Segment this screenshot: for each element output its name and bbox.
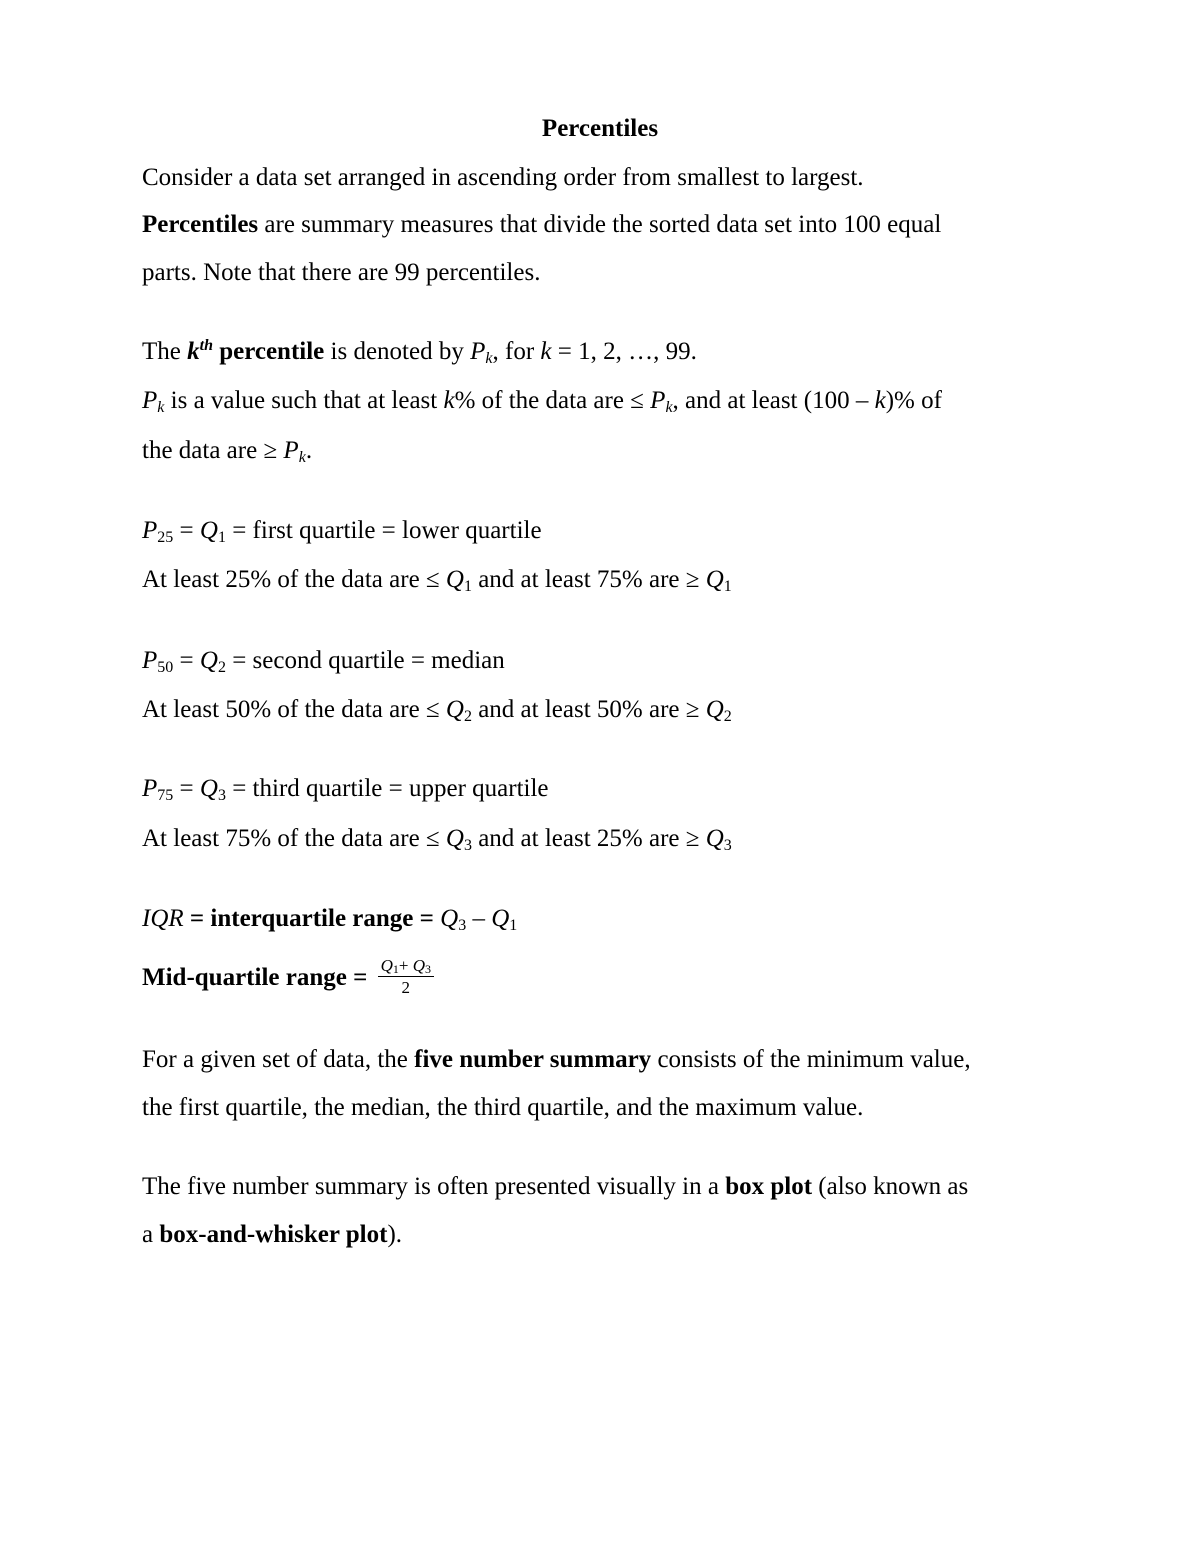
box-l2-b: ).: [387, 1221, 403, 1248]
q3-expl-Q-sub: 3: [463, 837, 472, 854]
midquartile-definition: [142, 958, 434, 1001]
fraction-numerator: [378, 956, 434, 976]
q2-expl-Q2: Q: [705, 696, 724, 723]
pk-text-2: , and at least (100 –: [672, 387, 875, 414]
q3-P: P: [142, 775, 158, 802]
iqr-Q1-sub: 1: [509, 917, 518, 934]
midquartile-fraction: [378, 956, 434, 999]
q1-P-sub: 25: [157, 529, 174, 546]
kth-text-the: The: [142, 338, 188, 365]
pk-line2-P: P: [283, 437, 299, 464]
fraction-denominator: 2: [401, 978, 411, 997]
box-plot-term: box plot: [725, 1173, 813, 1200]
iqr-Q3: Q: [440, 905, 459, 932]
q1-eq: =: [173, 517, 200, 544]
pk-line2-text: the data are ≥: [142, 437, 284, 464]
kth-text-denoted: is denoted by: [324, 338, 471, 365]
q2-desc: = second quartile = median: [225, 647, 505, 674]
q1-desc: = first quartile = lower quartile: [225, 517, 542, 544]
q3-Q: Q: [199, 775, 218, 802]
q3-eq: =: [173, 775, 200, 802]
pk-k-percent: k: [443, 387, 455, 414]
intro-line-2-text: are summary measures that divide the sorted data set into 100 equal: [258, 211, 942, 238]
q2-expl-Q: Q: [445, 696, 464, 723]
q1-Q-sub: 1: [217, 529, 226, 546]
box-and-whisker-term: box-and-whisker plot: [159, 1221, 388, 1248]
iqr-label: = interquartile range =: [183, 905, 441, 932]
pk-text-3: )% of: [885, 387, 942, 414]
q3-expl-Q2-sub: 3: [723, 837, 732, 854]
q3-explanation: [142, 824, 732, 854]
q1-expl-Q2: Q: [705, 566, 724, 593]
q2-P-sub: 50: [157, 659, 174, 676]
kth-symbol-P: P: [470, 338, 486, 365]
pk-k3: k: [874, 387, 886, 414]
pk-text-pct: % of the data are ≤: [454, 387, 651, 414]
iqr-abbr: IQR: [142, 905, 184, 932]
q3-expl-Q2: Q: [705, 825, 724, 852]
box-l2-a: a: [142, 1221, 160, 1248]
percentiles-term: Percentiles: [142, 211, 259, 238]
kth-symbol-k-sub: k: [485, 350, 493, 367]
midquartile-label: Mid-quartile range =: [142, 964, 374, 992]
q3-expl-a: At least 75% of the data are ≤: [142, 825, 446, 852]
num-Q3: Q: [412, 956, 425, 975]
num-Q3-sub: 3: [425, 962, 431, 976]
iqr-definition: [142, 904, 517, 934]
q2-Q: Q: [199, 647, 218, 674]
q2-definition: [142, 646, 505, 676]
kth-k-var: k: [540, 338, 552, 365]
pk-definition-line-2: [142, 436, 312, 466]
q2-expl-Q2-sub: 2: [723, 708, 732, 725]
q2-eq: =: [173, 647, 200, 674]
q2-Q-sub: 2: [217, 659, 226, 676]
num-Q1: Q: [380, 956, 393, 975]
q3-Q-sub: 3: [217, 787, 226, 804]
q1-explanation: [142, 565, 732, 595]
intro-line-3: parts. Note that there are 99 percentiles.: [142, 259, 541, 286]
q3-definition: [142, 774, 549, 804]
num-Q1-sub: 1: [392, 962, 399, 976]
pk-line2-end: .: [305, 437, 313, 464]
q3-desc: = third quartile = upper quartile: [225, 775, 549, 802]
q1-expl-Q2-sub: 1: [723, 578, 732, 595]
five-l1-a: For a given set of data, the: [142, 1046, 415, 1073]
box-plot-line-1: [142, 1172, 968, 1202]
q2-explanation: [142, 695, 732, 725]
intro-line-1: Consider a data set arranged in ascending order from smallest to largest.: [142, 164, 864, 191]
iqr-Q1: Q: [491, 905, 510, 932]
pk-symbol-k: k: [157, 399, 165, 416]
q1-P: P: [142, 517, 158, 544]
box-l1-a: The five number summary is often presented visually in a: [142, 1173, 726, 1200]
q2-expl-a: At least 50% of the data are ≤: [142, 696, 446, 723]
q1-expl-Q: Q: [445, 566, 464, 593]
box-l1-b: (also known as: [812, 1173, 969, 1200]
five-number-line-1: [142, 1045, 971, 1075]
pk-symbol-P: P: [142, 387, 158, 414]
iqr-minus: –: [466, 905, 492, 932]
q1-definition: [142, 516, 542, 546]
pk-symbol-k2: k: [665, 399, 673, 416]
q3-expl-b: and at least 25% are ≥: [471, 825, 706, 852]
q2-P: P: [142, 647, 158, 674]
q1-Q: Q: [199, 517, 218, 544]
intro-line-2: [142, 210, 941, 240]
five-number-summary-term: five number summary: [414, 1046, 652, 1073]
kth-definition-line: [142, 337, 697, 367]
pk-line2-k: k: [298, 449, 306, 466]
pk-symbol-P2: P: [650, 387, 666, 414]
pk-text-1: is a value such that at least: [164, 387, 444, 414]
five-number-line-2: the first quartile, the median, the third quartile, and the maximum value.: [142, 1094, 864, 1121]
kth-values: = 1, 2, …, 99.: [551, 338, 697, 365]
q1-expl-a: At least 25% of the data are ≤: [142, 566, 446, 593]
pk-definition-line-1: [142, 386, 942, 416]
kth-k: k: [187, 338, 200, 365]
iqr-Q3-sub: 3: [458, 917, 467, 934]
five-l1-b: consists of the minimum value,: [651, 1046, 971, 1073]
q2-expl-b: and at least 50% are ≥: [471, 696, 706, 723]
kth-text-for: , for: [492, 338, 541, 365]
kth-percentile-term: percentile: [212, 338, 325, 365]
q1-expl-Q-sub: 1: [463, 578, 472, 595]
box-plot-line-2: [142, 1220, 402, 1250]
q3-expl-Q: Q: [445, 825, 464, 852]
q2-expl-Q-sub: 2: [463, 708, 472, 725]
q3-P-sub: 75: [157, 787, 174, 804]
page-title: Percentiles: [541, 115, 659, 142]
num-plus: +: [398, 956, 413, 975]
q1-expl-b: and at least 75% are ≥: [471, 566, 706, 593]
kth-th-sup: th: [199, 337, 213, 354]
